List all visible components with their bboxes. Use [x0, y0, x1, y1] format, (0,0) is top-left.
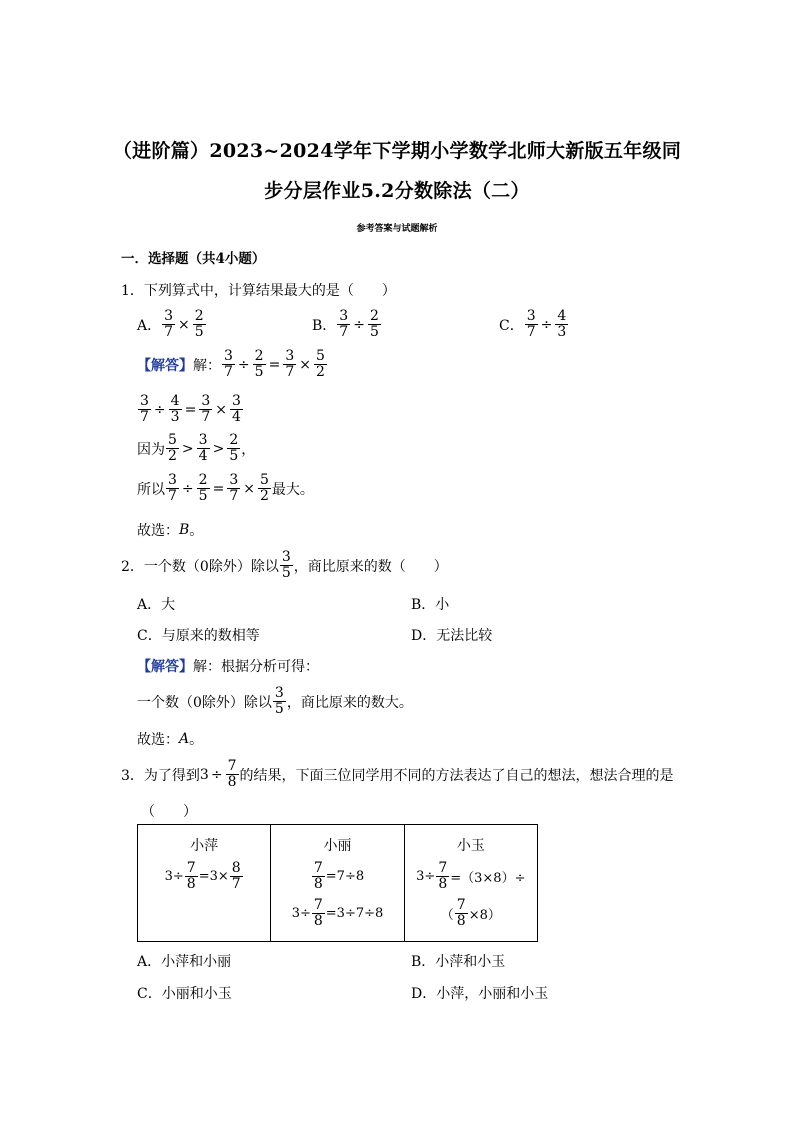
q2-option-a: A．大 [137, 597, 176, 613]
divide-sign: ÷ [540, 316, 553, 333]
max-text: 最大。 [271, 481, 314, 498]
fraction: $\frac{3}{7}$ [339, 308, 349, 340]
fraction: $\frac{2}{5}$ [369, 308, 379, 340]
q2-option-b: B．小 [411, 597, 450, 613]
xiaoyu-equation-1: 3÷ $\frac{7}{8}$ =（3×8）÷ [416, 860, 526, 892]
q2-solution-line-2: 一个数（0除外）除以 $\frac{3}{5}$ ，商比原来的数大。 [137, 685, 413, 717]
q1-answer-letter: B [179, 522, 190, 538]
table-cell-xiaoyu [404, 825, 537, 942]
answer-tag: 【解答】 [137, 659, 193, 675]
q2-option-c: C．与原来的数相等 [137, 628, 260, 644]
q1-option-c-label: C． [499, 317, 524, 334]
q1-solution-line-1: 【解答】 解： $\frac{3}{7}$ ÷ $\frac{2}{5}$ = $\frac{3}{7}$ × $\frac{5}{2}$ [137, 348, 325, 380]
divide-sign: ÷ [353, 316, 365, 333]
xiaoli-equation-1: $\frac{7}{8}$ =7÷8 [313, 860, 365, 892]
fraction: $\frac{2}{5}$ [194, 308, 204, 340]
because-text: 因为 [137, 441, 165, 458]
so-text: 所以 [137, 481, 165, 498]
q1-solution-line-2: $\frac{3}{7}$ ÷ $\frac{4}{3}$ = $\frac{3}{7}$ × $\frac{3}{4}$ [140, 393, 241, 425]
times-sign: × [178, 316, 190, 333]
fraction: $\frac{4}{3}$ [557, 308, 567, 340]
student-name: 小玉 [456, 838, 485, 854]
q1-choice: 故选： B 。 [137, 522, 204, 539]
xiaoping-equation: 3÷ $\frac{7}{8}$ =3× $\frac{8}{7}$ [164, 860, 241, 892]
q1-option-a-label: A． [137, 317, 162, 334]
q1-stem: 1．下列算式中，计算结果最大的是（ ） [121, 283, 396, 299]
xiaoli-equation-2: 3÷ $\frac{7}{8}$ =3÷7÷8 [291, 897, 384, 929]
q3-paren: （ ） [141, 804, 197, 820]
table-cell-xiaoli [271, 825, 404, 942]
answer-jie: 解： [193, 357, 221, 374]
q1-option-c [499, 309, 569, 340]
fraction: $\frac{3}{7}$ [526, 308, 536, 340]
subtitle: 参考答案与试题解析 [356, 224, 438, 234]
xiaoyu-equation-2: （ $\frac{7}{8}$ ×8） [440, 897, 501, 929]
q1-solution-line-3: 因为 $\frac{5}{2}$ > $\frac{3}{4}$ > $\frac{2}{5}$ ， [137, 432, 256, 464]
student-name: 小萍 [190, 838, 219, 854]
q1-option-a [137, 309, 207, 340]
q1-solution-line-4: 所以 $\frac{3}{7}$ ÷ $\frac{2}{5}$ = $\frac{3}{7}$ × $\frac{5}{2}$ 最大。 [137, 472, 314, 504]
q3-option-d: D．小萍，小丽和小玉 [411, 986, 549, 1002]
student-name: 小丽 [323, 838, 352, 854]
q3-methods-table [137, 824, 538, 942]
q2-answer-letter: A [179, 731, 190, 747]
table-cell-xiaoping [138, 825, 271, 942]
q1-option-b [312, 309, 382, 340]
q2-solution-line-1: 【解答】 解：根据分析可得： [137, 656, 319, 676]
q3-option-a: A．小萍和小丽 [137, 954, 232, 970]
q2-stem: 2．一个数（0除外）除以 $\frac{3}{5}$ ，商比原来的数（ ） [121, 549, 448, 581]
answer-tag: 【解答】 [137, 357, 193, 374]
q3-stem: 3．为了得到 3 ÷ $\frac{7}{8}$ 的结果，下面三位同学用不同的方法表达了自己的想法，想法合理的是 [121, 758, 674, 790]
section-heading: 一．选择题（共4小题） [121, 251, 266, 267]
fraction: $\frac{3}{7}$ [164, 308, 174, 340]
q1-option-b-label: B． [312, 317, 337, 334]
q3-option-c: C．小丽和小玉 [137, 986, 232, 1002]
q2-option-d: D．无法比较 [411, 628, 493, 644]
title-line-1: （进阶篇）2023~2024学年下学期小学数学北师大新版五年级同 [112, 140, 682, 162]
title-line-2: 步分层作业5.2分数除法（二） [264, 180, 530, 202]
q3-option-b: B．小萍和小玉 [411, 954, 506, 970]
q2-choice: 故选： A 。 [137, 731, 204, 748]
